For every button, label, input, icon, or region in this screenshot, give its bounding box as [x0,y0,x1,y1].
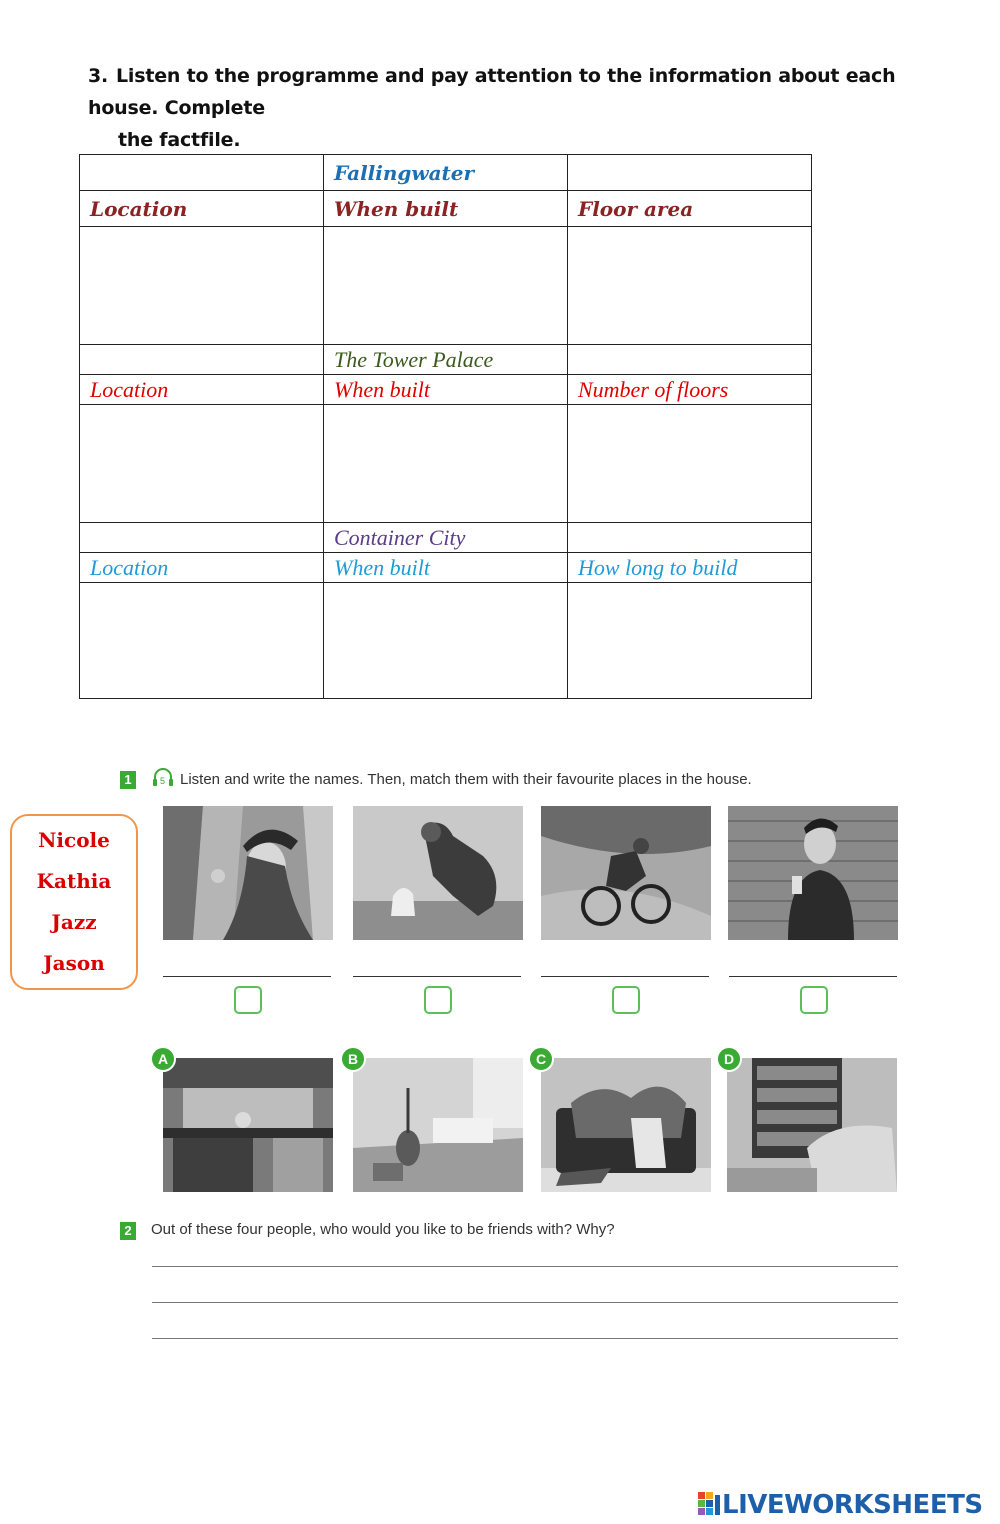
name-answer-line[interactable] [163,976,331,977]
name-answer-line[interactable] [353,976,521,977]
empty-cell [568,345,812,375]
instruction-line-1: Listen to the programme and pay attention to the information about each house. Complete [88,65,896,119]
answer-row [80,583,812,699]
name-nicole[interactable]: Nicole [38,828,110,852]
woman-cap-photo [163,806,333,940]
messy-bedroom-photo [353,1058,523,1192]
place-badge-d: D [716,1046,742,1072]
header-row [80,553,812,583]
house-title-row [80,155,812,191]
house-title-fallingwater: Fallingwater [324,155,568,191]
empty-cell [568,523,812,553]
answer-line[interactable] [152,1302,898,1303]
place-badge-c: C [528,1046,554,1072]
kitchen-photo [163,1058,333,1192]
house-title-row [80,345,812,375]
names-word-bank [10,814,138,990]
empty-cell [568,155,812,191]
header-location: Location [80,375,324,405]
sofa-clothes-photo [541,1058,711,1192]
answer-cell-floor-area[interactable] [568,227,812,345]
exercise-number: 3. [88,65,109,87]
answer-line[interactable] [152,1266,898,1267]
headphones-audio-icon[interactable] [152,767,180,787]
young-man-earphones-photo [728,806,898,940]
header-when-built: When built [324,191,568,227]
header-number-of-floors: Number of floors [568,375,812,405]
exercise-2-badge: 2 [120,1222,136,1240]
house-title-row [80,523,812,553]
header-row [80,191,812,227]
answer-cell-number-of-floors[interactable] [568,405,812,523]
header-how-long-to-build: How long to build [568,553,812,583]
answer-cell-when-built[interactable] [324,227,568,345]
header-when-built: When built [324,553,568,583]
empty-cell [80,155,324,191]
place-badge-a: A [150,1046,176,1072]
answer-cell-location[interactable] [80,583,324,699]
name-jazz[interactable]: Jazz [51,910,97,934]
answer-row [80,227,812,345]
empty-cell [80,523,324,553]
brand-text: LIVEWORKSHEETS [722,1490,983,1520]
header-row [80,375,812,405]
name-kathia[interactable]: Kathia [36,869,112,893]
answer-line[interactable] [152,1338,898,1339]
house-title-tower-palace: The Tower Palace [324,345,568,375]
exercise-1-badge: 1 [120,771,136,789]
answer-cell-when-built[interactable] [324,405,568,523]
liveworksheets-logo-icon [698,1492,722,1518]
house-title-container-city: Container City [324,523,568,553]
header-location: Location [80,553,324,583]
header-when-built: When built [324,375,568,405]
answer-cell-location[interactable] [80,227,324,345]
answer-row [80,405,812,523]
place-badge-b: B [340,1046,366,1072]
factfile-table [79,154,812,699]
name-jason[interactable]: Jason [43,951,105,975]
woman-dog-photo [353,806,523,940]
header-floor-area: Floor area [568,191,812,227]
instruction-line-2: the factfile. [118,129,241,151]
answer-cell-when-built[interactable] [324,583,568,699]
header-location: Location [80,191,324,227]
exercise-2-question: Out of these four people, who would you like to be friends with? Why? [151,1221,615,1238]
cyclist-photo [541,806,711,940]
match-letter-box[interactable] [424,986,452,1014]
svg-text:5: 5 [160,776,166,786]
answer-cell-location[interactable] [80,405,324,523]
name-answer-line[interactable] [729,976,897,977]
match-letter-box[interactable] [612,986,640,1014]
exercise-3-instructions [88,60,948,156]
match-letter-box[interactable] [800,986,828,1014]
answer-cell-how-long-to-build[interactable] [568,583,812,699]
match-letter-box[interactable] [234,986,262,1014]
name-answer-line[interactable] [541,976,709,977]
bookshelf-living-room-photo [727,1058,897,1192]
empty-cell [80,345,324,375]
liveworksheets-logo [698,1489,983,1521]
exercise-1-instruction: Listen and write the names. Then, match them with their favourite places in the house. [180,771,752,788]
